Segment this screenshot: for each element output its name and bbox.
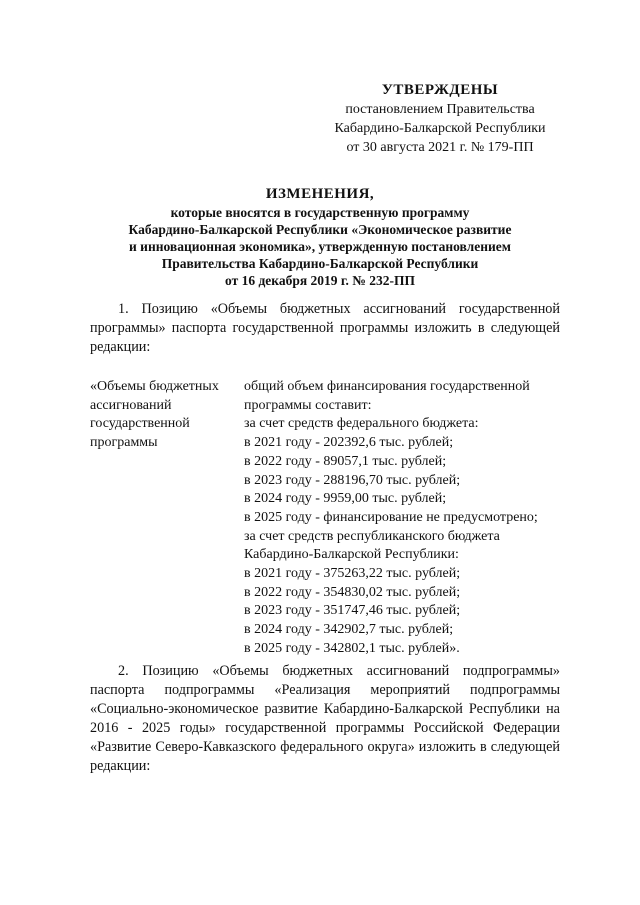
approval-title: УТВЕРЖДЕНЫ <box>381 82 499 98</box>
heading-line-4: Правительства Кабардино-Балкарской Республики <box>161 256 479 271</box>
document-heading <box>90 184 550 289</box>
heading-title: ИЗМЕНЕНИЯ, <box>265 186 375 202</box>
budget-line: за счет средств федерального бюджета: <box>244 416 479 432</box>
heading-line-1: которые вносятся в государственную программу <box>170 205 470 220</box>
budget-label <box>90 378 230 453</box>
budget-line: в 2025 году - 342802,1 тыс. рублей». <box>244 640 460 656</box>
budget-line: в 2023 году - 288196,70 тыс. рублей; <box>244 472 461 488</box>
budget-line: за счет средств республиканского бюджета <box>244 528 500 544</box>
budget-line: в 2021 году - 202392,6 тыс. рублей; <box>244 435 454 451</box>
budget-line: в 2021 году - 375263,22 тыс. рублей; <box>244 566 461 582</box>
budget-line: в 2022 году - 89057,1 тыс. рублей; <box>244 453 447 469</box>
budget-line: общий объем финансирования государственной <box>244 379 530 394</box>
heading-line-5: от 16 декабря 2019 г. № 232-ПП <box>225 273 415 288</box>
budget-label-line: государственной <box>90 416 190 432</box>
budget-label-line: программы <box>90 435 158 451</box>
budget-line: программы составит: <box>244 397 372 413</box>
budget-line: в 2023 году - 351747,46 тыс. рублей; <box>244 603 461 619</box>
heading-line-3: и инновационная экономика», утвержденную постановлением <box>129 239 511 254</box>
paragraph-1: 1. Позицию «Объемы бюджетных ассигнований государственной программы» паспорта государственной программы изложить в следующей редакции: <box>90 301 560 355</box>
budget-label-line: «Объемы бюджетных <box>90 379 219 394</box>
budget-line: в 2024 году - 342902,7 тыс. рублей; <box>244 622 454 638</box>
approval-line-2: Кабардино-Балкарской Республики <box>334 121 546 136</box>
budget-line: в 2022 году - 354830,02 тыс. рублей; <box>244 584 461 600</box>
budget-line: Кабардино-Балкарской Республики: <box>244 547 459 563</box>
budget-line: в 2025 году - финансирование не предусмотрено; <box>244 509 538 525</box>
approval-line-1: постановлением Правительства <box>345 102 535 117</box>
budget-label-line: ассигнований <box>90 397 172 413</box>
approval-stamp <box>300 80 580 157</box>
budget-line: в 2024 году - 9959,00 тыс. рублей; <box>244 491 447 507</box>
paragraph-2: 2. Позицию «Объемы бюджетных ассигнований подпрограммы» паспорта подпрограммы «Реализация мероприятий подпрограммы «Социально-экономическое развитие Кабардино-Балкарской Республики на 2016 - 2025 годы» государственной программы Российской Федерации «Развитие Северо-Кавказского федерального округа» изложить в следующей редакции: <box>90 663 560 774</box>
budget-details <box>244 378 574 659</box>
heading-line-2: Кабардино-Балкарской Республики «Экономическое развитие <box>128 222 512 237</box>
approval-line-3: от 30 августа 2021 г. № 179-ПП <box>346 140 534 155</box>
